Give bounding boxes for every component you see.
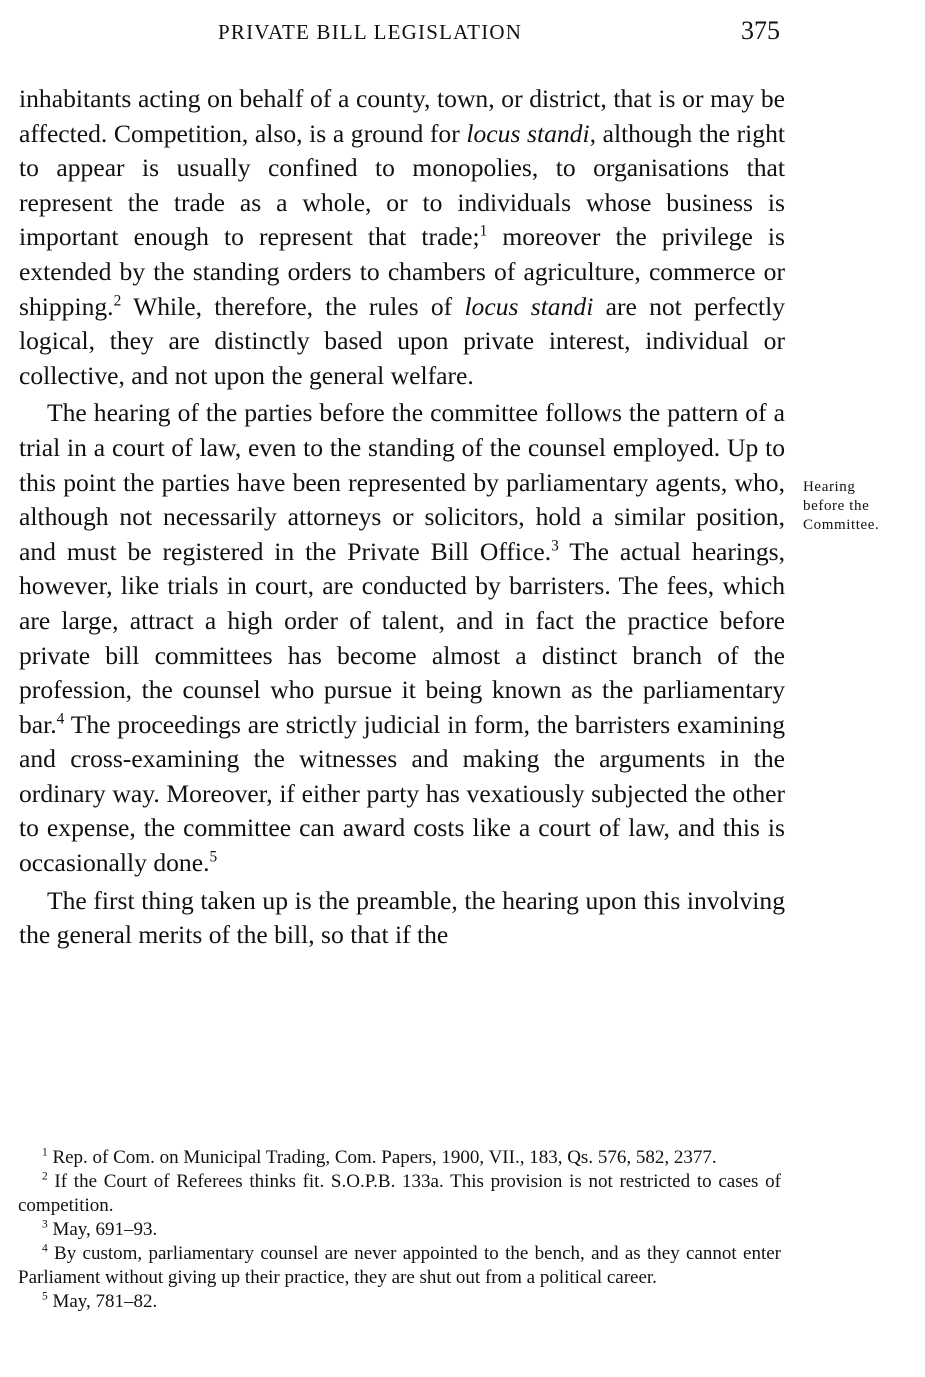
footnote-1	[18, 1146, 781, 1170]
paragraph-text: inhabitants acting on behalf of a county, town, or district, that is or may be affected. Competition, also, is a ground for	[19, 84, 785, 148]
paragraph-text: although the right to appear is usually confined to monopolies, to organisations that represent the trade as a whole, or to individuals whose business is important enough to represent that trade;	[19, 118, 785, 252]
running-title: PRIVATE BILL LEGISLATION	[218, 20, 523, 44]
footnote-text: May, 781–82.	[47, 1291, 158, 1312]
footnote-mark: 2	[42, 1170, 48, 1183]
footnote-ref: 3	[551, 537, 559, 555]
paragraph-text: The hearing of the parties before the committee follows the pattern of a trial in a court of law, even to the standing of the counsel employed. Up to this point the parties have been represented by parliamentary agents, who, although not necessarily attorneys or solicitors, hold a similar position, and must be registered in the Private Bill Office.	[19, 398, 785, 566]
footnote-text: If the Court of Referees thinks fit. S.O.P.B. 133a. This provision is not restricted to cases of competition.	[18, 1171, 781, 1216]
marginal-note-line: Hearing	[803, 479, 856, 495]
paragraph-text: moreover the privilege is extended by the standing orders to chambers of agriculture, commerce or shipping.	[19, 222, 785, 321]
footnote-3	[18, 1218, 781, 1242]
footnote-ref: 1	[479, 222, 488, 240]
footnote-ref: 2	[113, 292, 122, 310]
footnotes	[18, 1146, 781, 1314]
footnote-2	[18, 1170, 781, 1218]
italic-term: locus standi	[464, 291, 594, 321]
body-text	[19, 82, 785, 953]
footnote-text: May, 691–93.	[47, 1219, 158, 1240]
footnote-mark: 4	[42, 1242, 48, 1255]
paragraph-2	[19, 396, 785, 880]
paragraph-text: The first thing taken up is the preamble, the hearing upon this involving the general merits of the bill, so that if the	[19, 885, 785, 950]
paragraph-3	[19, 884, 785, 953]
footnote-mark: 5	[42, 1290, 48, 1303]
footnote-ref: 5	[209, 848, 218, 866]
footnote-ref: 4	[56, 710, 65, 728]
page-header	[0, 16, 925, 50]
page-number: 375	[741, 16, 780, 45]
footnote-5	[18, 1290, 781, 1314]
footnote-text: By custom, parliamentary counsel are never appointed to the bench, and as they cannot enter Parliament without giving up their practice, they are shut out from a political career.	[18, 1243, 781, 1288]
paragraph-text: While, therefore, the rules of	[121, 291, 465, 321]
marginal-note	[803, 478, 915, 535]
footnote-mark: 3	[42, 1218, 48, 1231]
footnote-mark: 1	[42, 1146, 48, 1159]
italic-term: locus standi,	[466, 118, 596, 148]
paragraph-1	[19, 82, 785, 393]
marginal-note-line: Committee.	[803, 517, 880, 533]
footnote-text: Rep. of Com. on Municipal Trading, Com. Papers, 1900, VII., 183, Qs. 576, 582, 2377.	[47, 1147, 717, 1168]
marginal-note-line: before the	[803, 498, 870, 514]
paragraph-text: The proceedings are strictly judicial in form, the barristers examining and cross-examining the witnesses and making the arguments in the ordinary way. Moreover, if either party has vexatiously subjected the other to expense, the committee can award costs like a court of law, and this is occasionally done.	[19, 709, 785, 878]
paragraph-text: The actual hearings, however, like trials in court, are conducted by barristers. The fees, which are large, attract a high order of talent, and in fact the practice before private bill committees has become almost a distinct branch of the profession, the counsel who pursue it being known as the parliamentary bar.	[19, 536, 785, 739]
footnote-4	[18, 1242, 781, 1290]
paragraph-text: are not perfectly logical, they are distinctly based upon private interest, individual or collective, and not upon the general welfare.	[19, 291, 786, 390]
